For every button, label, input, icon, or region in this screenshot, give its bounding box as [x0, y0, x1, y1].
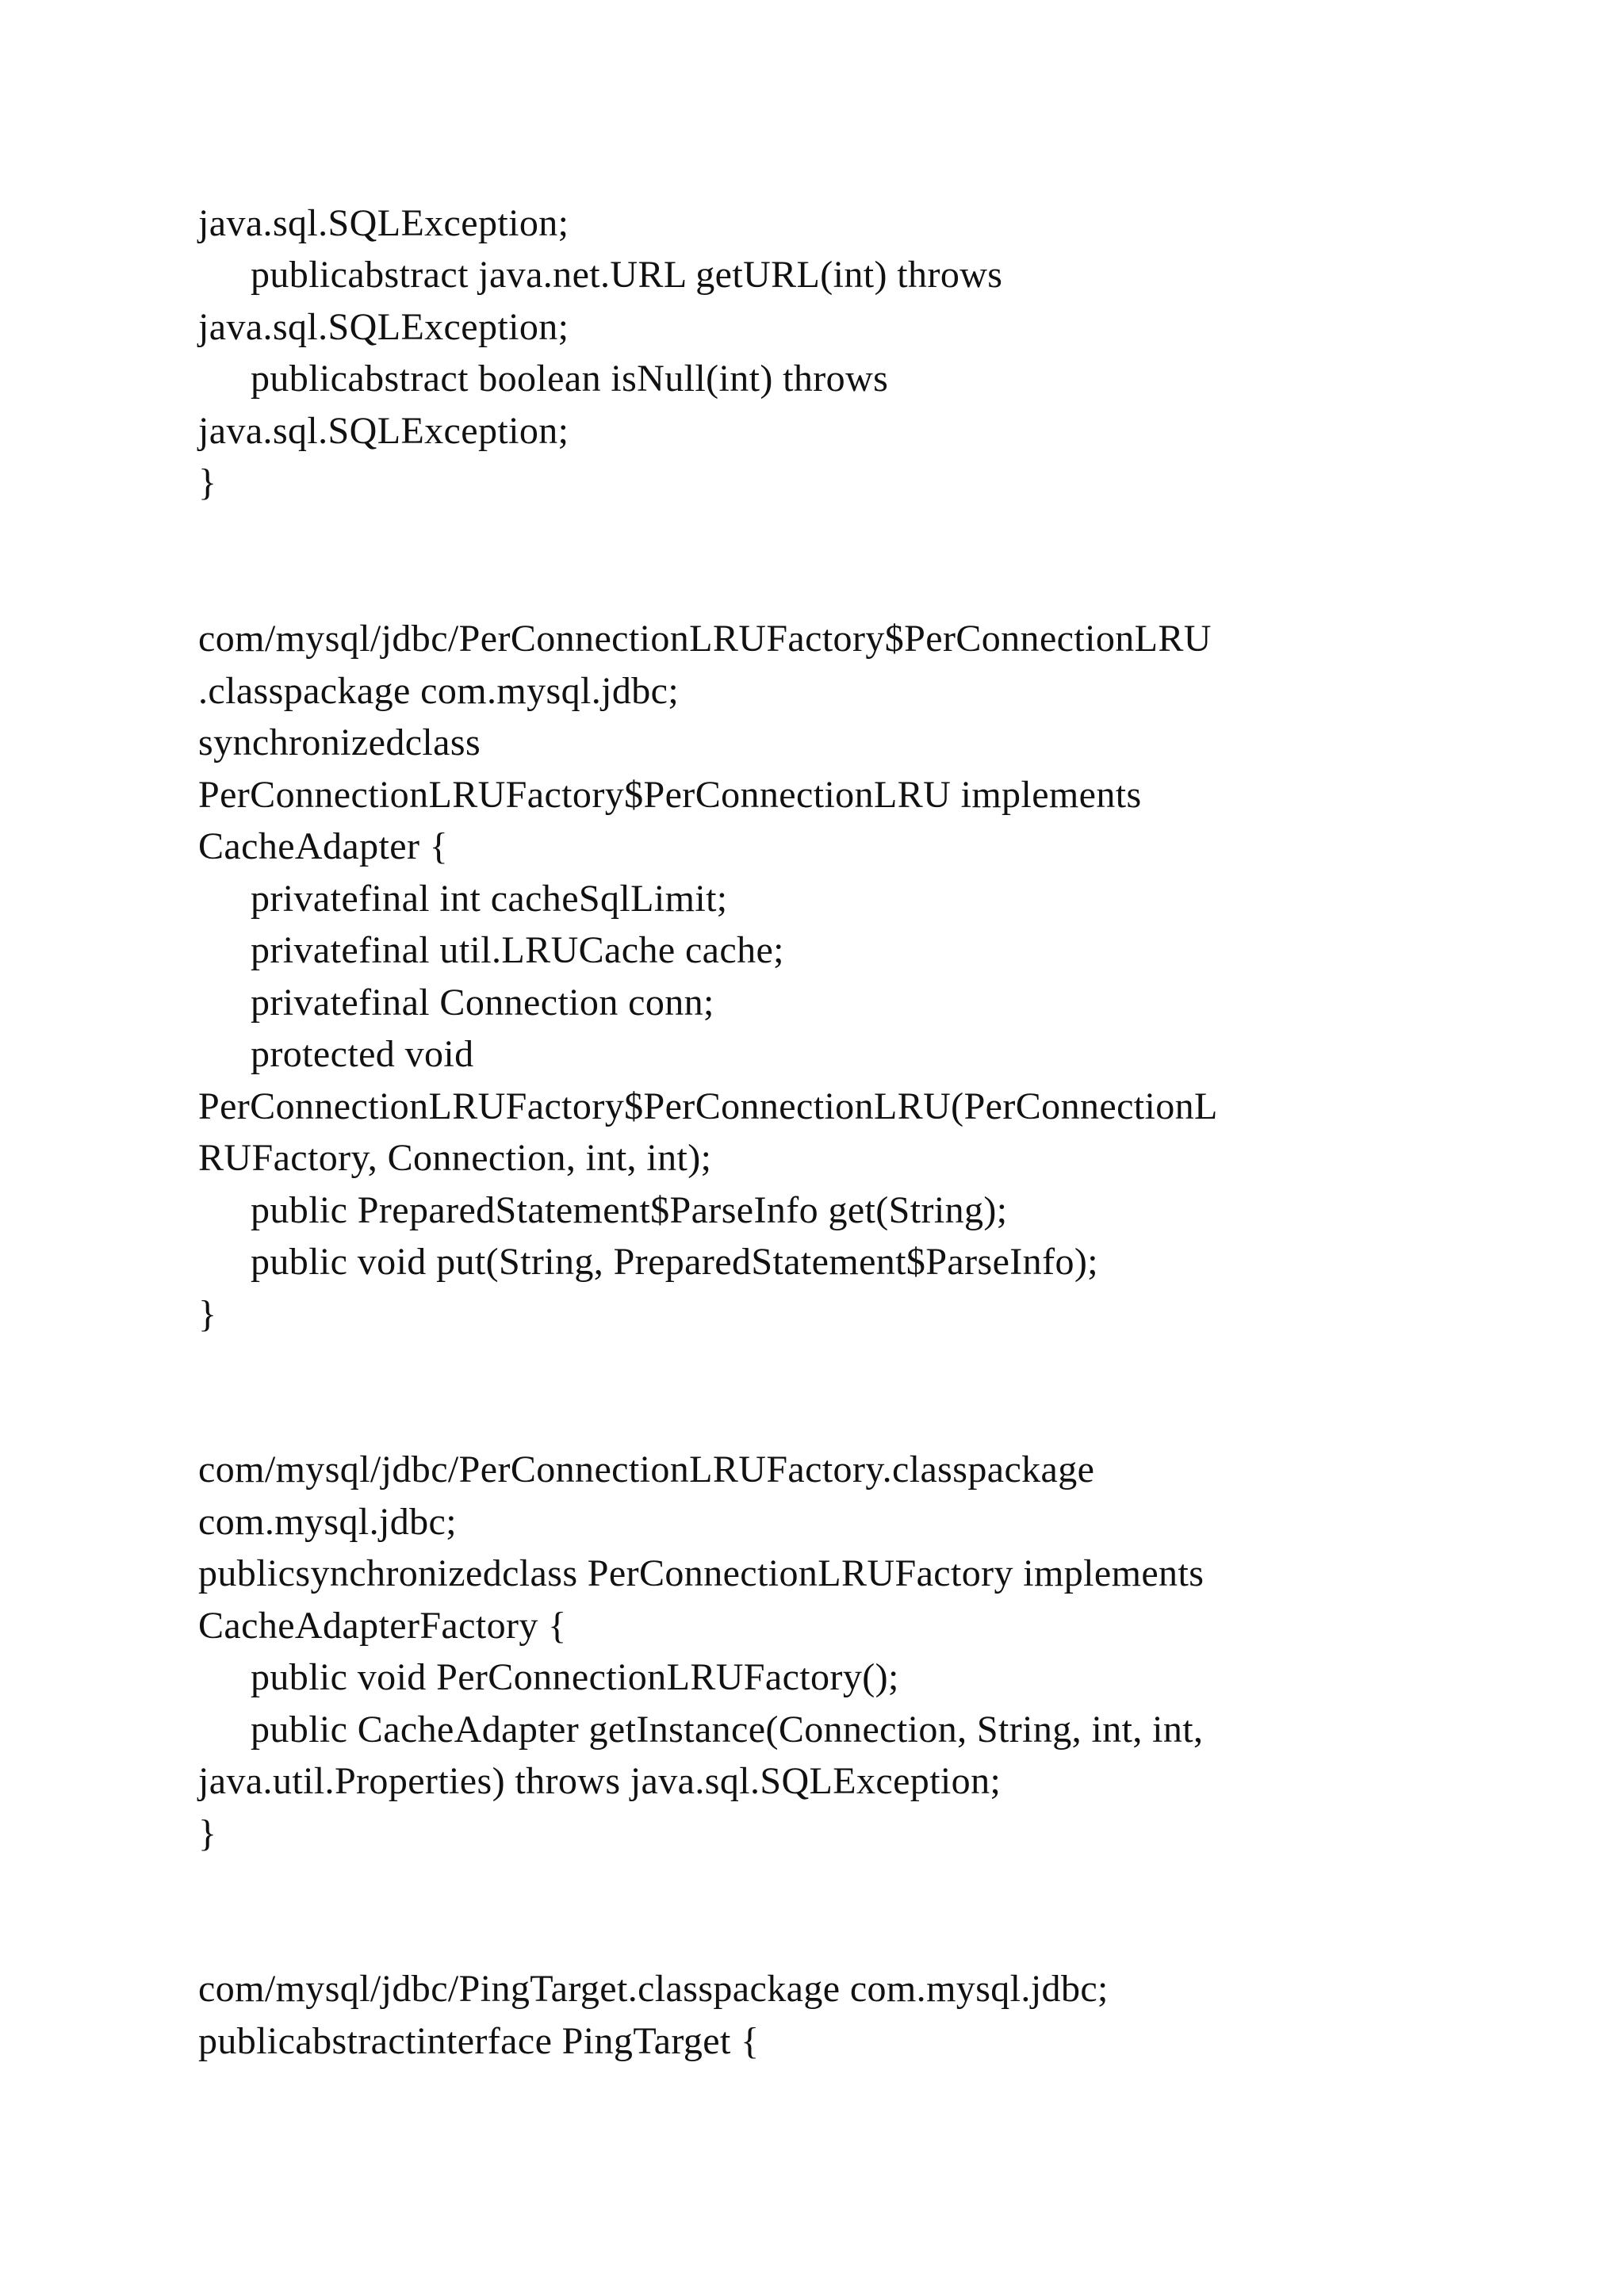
text-line: CacheAdapter { [198, 825, 449, 867]
text-line: com.mysql.jdbc; [198, 1501, 457, 1543]
text-line: synchronizedclass [198, 721, 481, 763]
text-line: com/mysql/jdbc/PingTarget.classpackage com.mysql.jdbc; [198, 1968, 1109, 2010]
text-line: RUFactory, Connection, int, int); [198, 1137, 712, 1179]
text-line: java.sql.SQLException; [198, 410, 569, 452]
text-line: privatefinal int cacheSqlLimit; [251, 878, 728, 920]
text-line: public void PerConnectionLRUFactory(); [251, 1656, 899, 1698]
text-line: PerConnectionLRUFactory$PerConnectionLRU implements [198, 774, 1142, 816]
text-line: java.sql.SQLException; [198, 306, 569, 348]
text-line: publicabstract boolean isNull(int) throws [251, 358, 889, 400]
text-line: com/mysql/jdbc/PerConnectionLRUFactory$PerConnectionLRU [198, 618, 1212, 660]
text-line: .classpackage com.mysql.jdbc; [198, 670, 680, 712]
text-line: } [198, 1812, 217, 1854]
text-line: java.util.Properties) throws java.sql.SQLException; [198, 1760, 1002, 1802]
text-line: publicsynchronizedclass PerConnectionLRUFactory implements [198, 1552, 1205, 1594]
text-line: public CacheAdapter getInstance(Connection, String, int, int, [251, 1709, 1204, 1751]
text-line: public PreparedStatement$ParseInfo get(String); [251, 1189, 1008, 1231]
text-line: PerConnectionLRUFactory$PerConnectionLRU(PerConnectionL [198, 1085, 1218, 1127]
text-line: privatefinal util.LRUCache cache; [251, 929, 784, 971]
text-line: } [198, 461, 217, 503]
text-line: protected void [251, 1033, 474, 1075]
text-line: public void put(String, PreparedStatement$ParseInfo); [251, 1241, 1098, 1283]
text-line: publicabstract java.net.URL getURL(int) throws [251, 254, 1003, 296]
text-line: publicabstractinterface PingTarget { [198, 2020, 760, 2062]
text-line: } [198, 1293, 217, 1335]
text-line: java.sql.SQLException; [198, 202, 569, 244]
text-line: CacheAdapterFactory { [198, 1605, 567, 1647]
text-line: com/mysql/jdbc/PerConnectionLRUFactory.classpackage [198, 1448, 1095, 1490]
text-line: privatefinal Connection conn; [251, 982, 714, 1024]
